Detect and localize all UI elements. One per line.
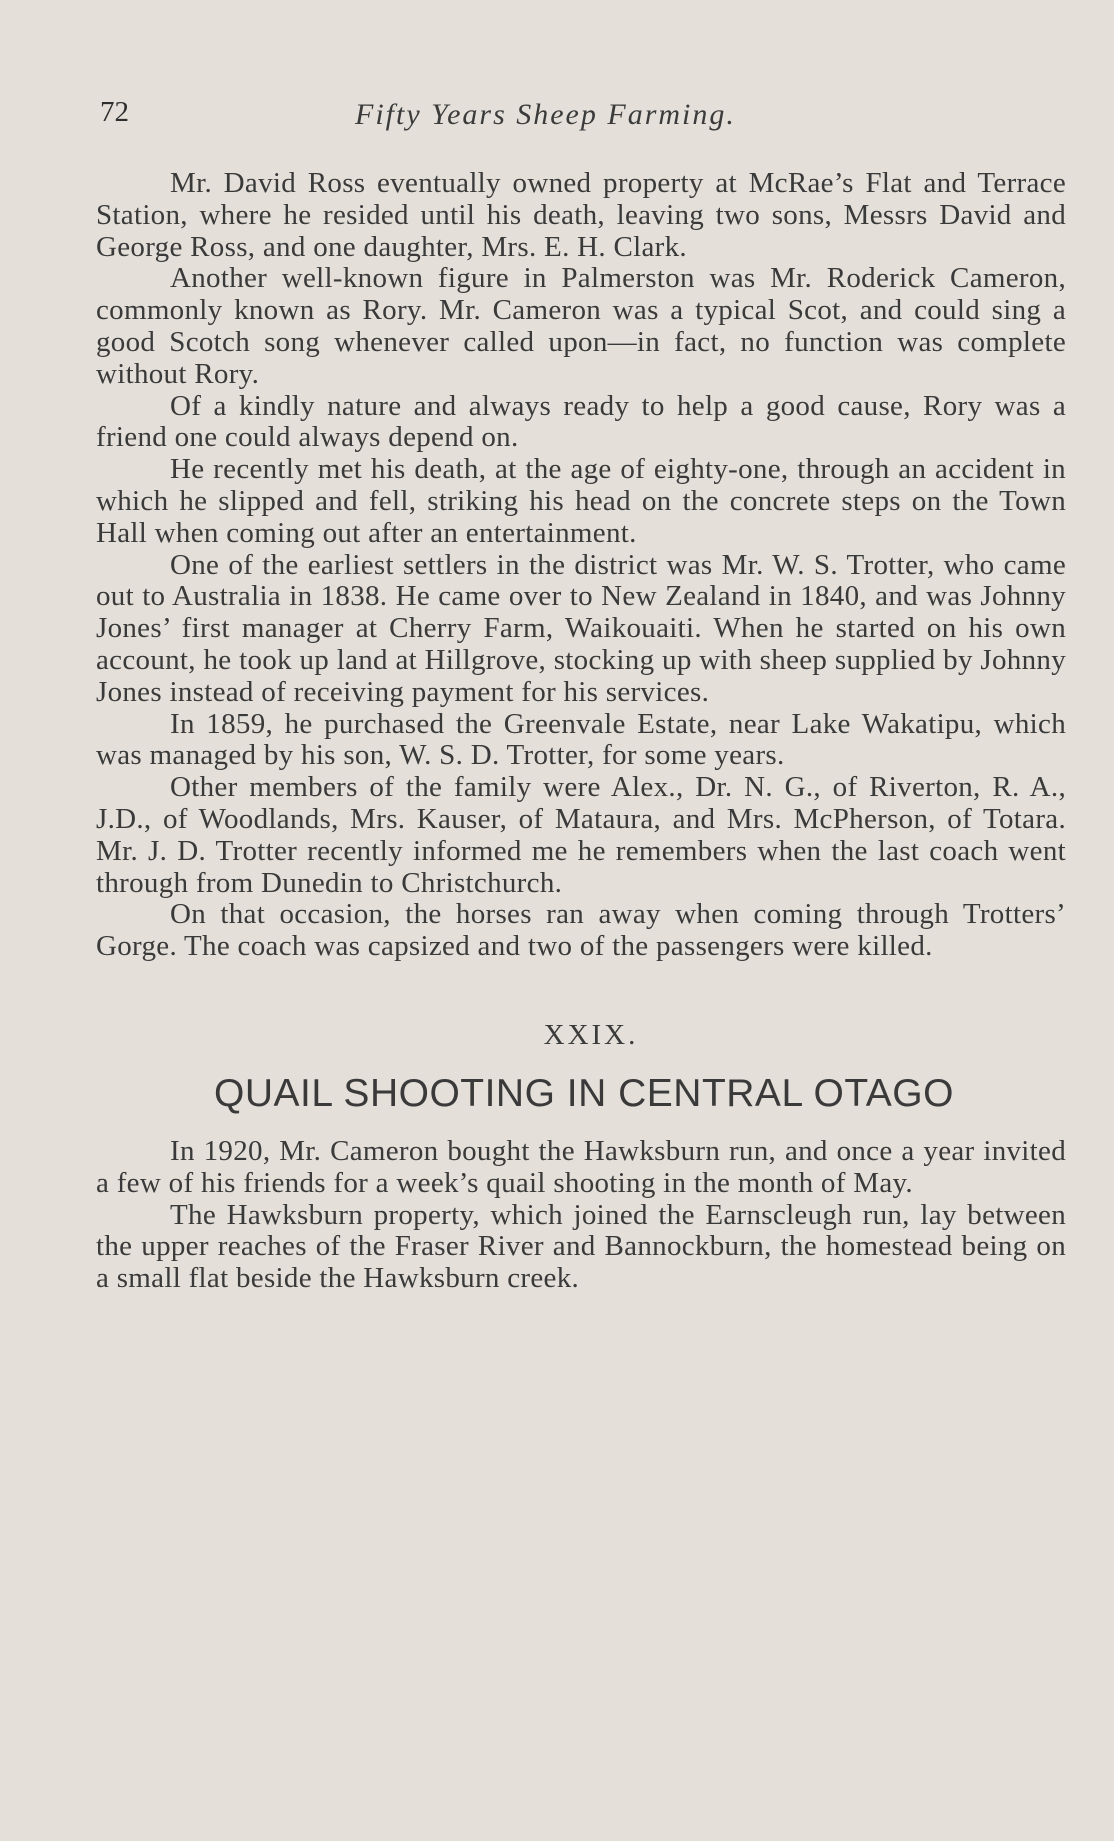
paragraph: The Hawksburn property, which joined the Earnscleugh run, lay between the upper reaches of the Fraser River and Bannockburn, the homestead being on a small flat beside the Hawksburn creek. [96,1198,1066,1295]
paragraph: In 1920, Mr. Cameron bought the Hawksburn run, and once a year invited a few of his friends for a week’s quail shooting in the month of May. [96,1134,1066,1199]
paragraph: One of the earliest settlers in the district was Mr. W. S. Trotter, who came out to Australia in 1838. He came over to New Zealand in 1840, and was Johnny Jones’ first manager at Cherry Farm, Waikouaiti. When he started on his own account, he took up land at Hillgrove, stocking up with sheep supplied by Johnny Jones instead of receiving payment for his services. [96,548,1066,708]
section-title: QUAIL SHOOTING IN CENTRAL OTAGO [214,1071,954,1115]
paragraph: Other members of the family were Alex., Dr. N. G., of Riverton, R. A., J.D., of Woodlands, Mrs. Kauser, of Mataura, and Mrs. McPherson, of Totara. Mr. J. D. Trotter recently informed me he remembers when the last coach went through from Dunedin to Christchurch. [96,771,1066,899]
page-number: 72 [100,96,129,128]
paragraph: He recently met his death, at the age of eighty-one, through an accident in which he slipped and fell, striking his head on the concrete steps on the Town Hall when coming out after an entertainment. [96,453,1066,549]
body-text [96,168,1066,1295]
paragraph: In 1859, he purchased the Greenvale Estate, near Lake Wakatipu, which was managed by his son, W. S. D. Trotter, for some years. [96,707,1066,772]
paragraph: Mr. David Ross eventually owned property at McRae’s Flat and Terrace Station, where he resided until his death, leaving two sons, Messrs David and George Ross, and one daughter, Mrs. E. H. Clark. [96,167,1066,263]
paragraph: On that occasion, the horses ran away when coming through Trotters’ Gorge. The coach was capsized and two of the passengers were killed. [96,898,1066,963]
paragraph: Of a kindly nature and always ready to help a good cause, Rory was a friend one could always depend on. [96,389,1066,454]
running-head: Fifty Years Sheep Farming. [355,98,736,131]
section-number: XXIX. [543,1018,639,1051]
paragraph: Another well-known figure in Palmerston was Mr. Roderick Cameron, commonly known as Rory. Mr. Cameron was a typical Scot, and could sing a good Scotch song whenever called upon—in fact, no function was complete without Rory. [96,262,1066,390]
